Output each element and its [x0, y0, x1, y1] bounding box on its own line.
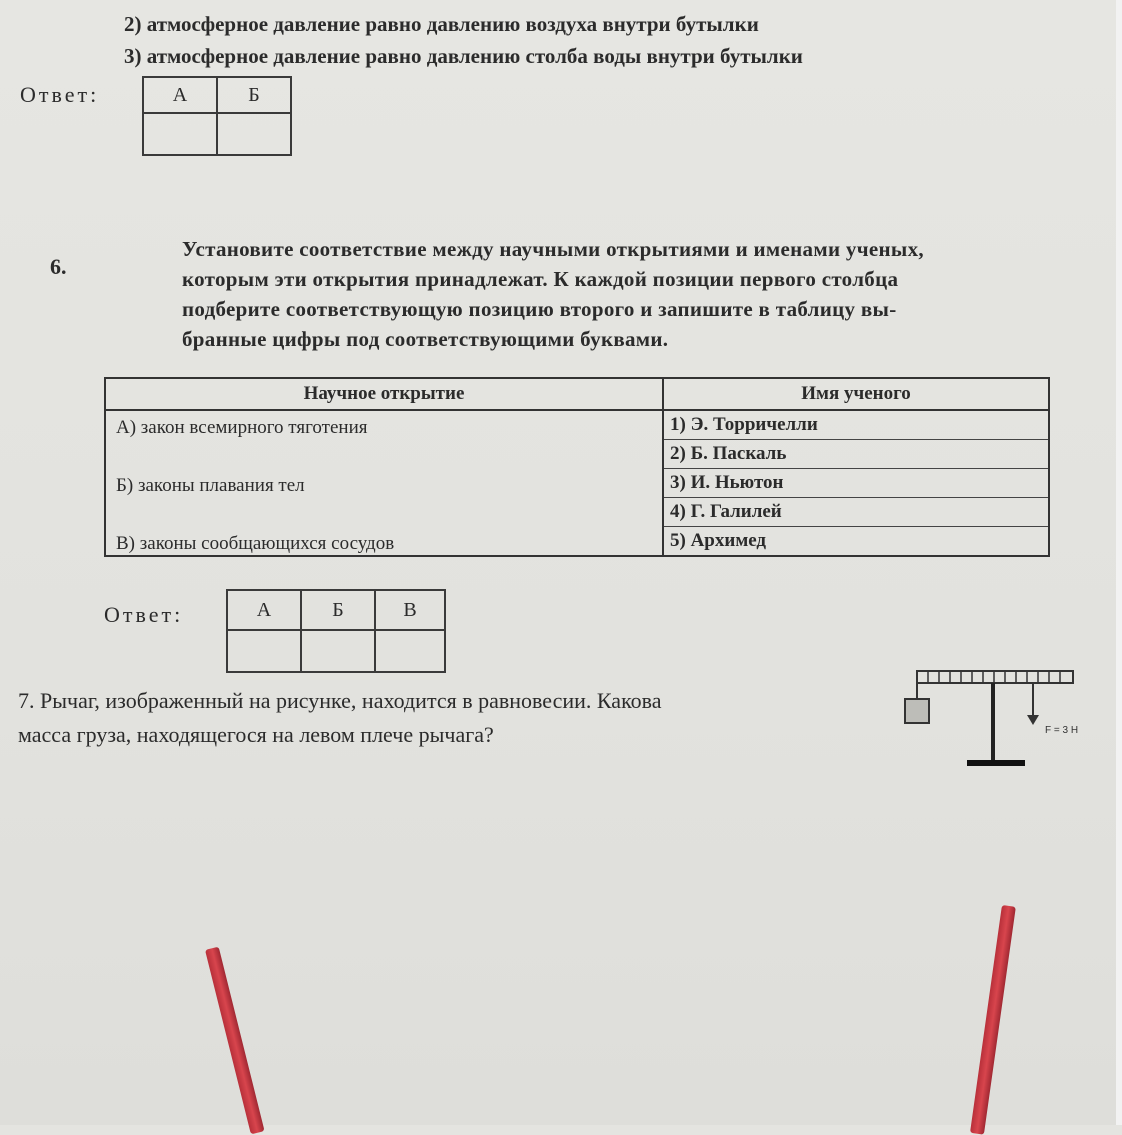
question-6-text: [182, 234, 1062, 354]
discovery-a: А) закон всемирного тяготения: [116, 417, 368, 438]
answer-table-2: [226, 589, 446, 673]
discoveries-cell: [105, 410, 663, 556]
q6-line-3: подберите соответствующую позицию второго и запишите в таблицу вы-: [182, 297, 897, 321]
answer2-header-a: А: [227, 590, 301, 630]
scientist-3: 3) И. Ньютон: [664, 469, 1048, 498]
matching-table: [104, 377, 1050, 557]
pencil-right: [970, 905, 1016, 1135]
scientist-4: 4) Г. Галилей: [664, 498, 1048, 527]
answer1-header-a: А: [143, 77, 217, 113]
question-7-text: [18, 684, 662, 752]
q7-line-1: 7. Рычаг, изображенный на рисунке, находится в равновесии. Какова: [18, 688, 662, 713]
force-label: F = 3 Н: [1045, 725, 1079, 736]
option-2: 2) атмосферное давление равно давлению воздуха внутри бутылки: [124, 12, 759, 36]
q6-line-2: которым эти открытия принадлежат. К каждой позиции первого столбца: [182, 267, 899, 291]
answer2-header-c: В: [375, 590, 445, 630]
answer2-cell-c[interactable]: [375, 630, 445, 672]
scientists-cell: [663, 410, 1049, 556]
discovery-b: Б) законы плавания тел: [116, 475, 305, 496]
col-header-discovery: Научное открытие: [105, 378, 663, 410]
q6-line-1: Установите соответствие между научными открытиями и именами ученых,: [182, 237, 924, 261]
q6-line-4: бранные цифры под соответствующими буквами.: [182, 327, 669, 351]
scientist-2: 2) Б. Паскаль: [664, 440, 1048, 469]
answer2-cell-b[interactable]: [301, 630, 375, 672]
lever-diagram: [895, 665, 1095, 785]
option-3: 3) атмосферное давление равно давлению столба воды внутри бутылки: [124, 44, 803, 68]
answer1-header-b: Б: [217, 77, 291, 113]
answer-table-1: [142, 76, 292, 156]
question-6-number: 6.: [50, 254, 67, 279]
col-header-scientist: Имя ученого: [663, 378, 1049, 410]
scientist-5: 5) Архимед: [670, 530, 767, 551]
answer1-cell-a[interactable]: [143, 113, 217, 155]
discovery-c: В) законы сообщающихся сосудов: [116, 533, 395, 554]
q7-line-2: масса груза, находящегося на левом плече рычага?: [18, 722, 494, 747]
answer2-cell-a[interactable]: [227, 630, 301, 672]
page-edge: [1116, 0, 1122, 1125]
scientist-1: 1) Э. Торричелли: [664, 411, 1048, 440]
answer-label-1: Ответ:: [20, 82, 100, 107]
answer1-cell-b[interactable]: [217, 113, 291, 155]
answer2-header-b: Б: [301, 590, 375, 630]
answer-label-2: Ответ:: [104, 602, 184, 627]
weight-box: [905, 699, 929, 723]
pencil-left: [205, 947, 265, 1135]
